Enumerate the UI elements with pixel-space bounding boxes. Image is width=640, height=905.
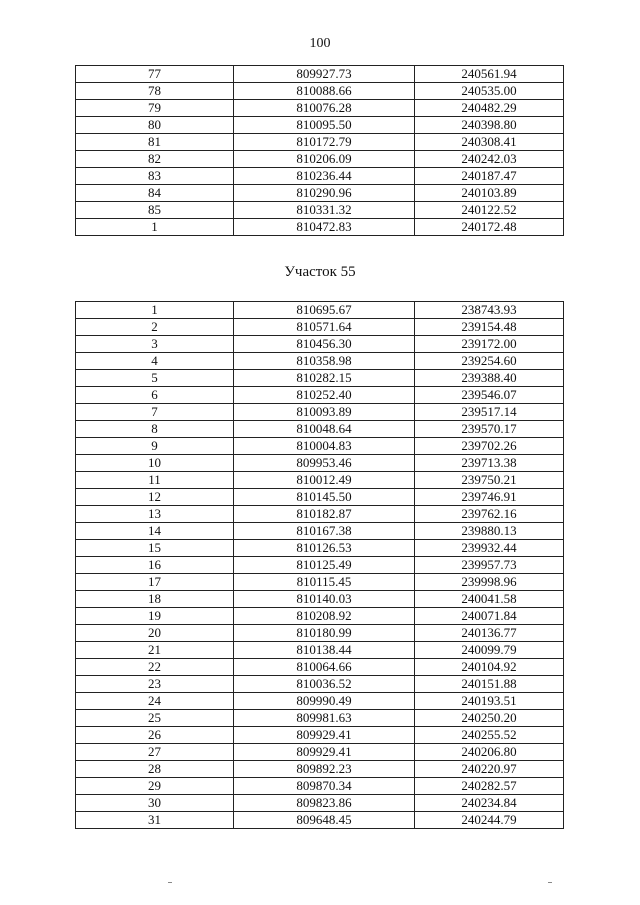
point-number-cell: 11 [76,472,234,489]
x-coordinate-cell: 810695.67 [234,302,415,319]
x-coordinate-cell: 810208.92 [234,608,415,625]
table-row [76,134,564,151]
table-row [76,591,564,608]
table-row [76,319,564,336]
x-coordinate-cell: 810182.87 [234,506,415,523]
y-coordinate-cell: 239880.13 [415,523,564,540]
x-coordinate-cell: 810004.83 [234,438,415,455]
point-number-cell: 28 [76,761,234,778]
point-number-cell: 8 [76,421,234,438]
x-coordinate-cell: 809823.86 [234,795,415,812]
x-coordinate-cell: 810064.66 [234,659,415,676]
point-number-cell: 4 [76,353,234,370]
point-number-cell: 21 [76,642,234,659]
point-number-cell: 83 [76,168,234,185]
x-coordinate-cell: 810236.44 [234,168,415,185]
y-coordinate-cell: 239750.21 [415,472,564,489]
point-number-cell: 78 [76,83,234,100]
x-coordinate-cell: 810571.64 [234,319,415,336]
table-row [76,710,564,727]
y-coordinate-cell: 240041.58 [415,591,564,608]
point-number-cell: 13 [76,506,234,523]
section-title: Участок 55 [284,264,356,280]
table-row [76,353,564,370]
y-coordinate-cell: 239254.60 [415,353,564,370]
y-coordinate-cell: 240250.20 [415,710,564,727]
y-coordinate-cell: 240255.52 [415,727,564,744]
x-coordinate-cell: 810088.66 [234,83,415,100]
table-row [76,506,564,523]
y-coordinate-cell: 240244.79 [415,812,564,829]
y-coordinate-cell: 240206.80 [415,744,564,761]
table-row [76,404,564,421]
x-coordinate-cell: 810331.32 [234,202,415,219]
point-number-cell: 80 [76,117,234,134]
point-number-cell: 5 [76,370,234,387]
y-coordinate-cell: 240535.00 [415,83,564,100]
point-number-cell: 79 [76,100,234,117]
x-coordinate-cell: 810093.89 [234,404,415,421]
x-coordinate-cell: 809892.23 [234,761,415,778]
table-row [76,540,564,557]
point-number-cell: 29 [76,778,234,795]
y-coordinate-cell: 240242.03 [415,151,564,168]
table-row [76,574,564,591]
y-coordinate-cell: 239172.00 [415,336,564,353]
y-coordinate-cell: 240282.57 [415,778,564,795]
x-coordinate-cell: 810252.40 [234,387,415,404]
y-coordinate-cell: 239713.38 [415,455,564,472]
table-row [76,676,564,693]
table-row [76,608,564,625]
point-number-cell: 10 [76,455,234,472]
coordinates-table-bottom [75,301,564,829]
y-coordinate-cell: 240220.97 [415,761,564,778]
point-number-cell: 84 [76,185,234,202]
x-coordinate-cell: 809927.73 [234,66,415,83]
x-coordinate-cell: 809648.45 [234,812,415,829]
x-coordinate-cell: 809929.41 [234,727,415,744]
point-number-cell: 15 [76,540,234,557]
y-coordinate-cell: 240308.41 [415,134,564,151]
point-number-cell: 82 [76,151,234,168]
y-coordinate-cell: 239388.40 [415,370,564,387]
y-coordinate-cell: 239570.17 [415,421,564,438]
table-row [76,185,564,202]
x-coordinate-cell: 810138.44 [234,642,415,659]
y-coordinate-cell: 240561.94 [415,66,564,83]
x-coordinate-cell: 810095.50 [234,117,415,134]
table-row [76,219,564,236]
point-number-cell: 12 [76,489,234,506]
point-number-cell: 7 [76,404,234,421]
x-coordinate-cell: 809953.46 [234,455,415,472]
y-coordinate-cell: 239746.91 [415,489,564,506]
y-coordinate-cell: 239154.48 [415,319,564,336]
y-coordinate-cell: 239998.96 [415,574,564,591]
point-number-cell: 30 [76,795,234,812]
table-row [76,812,564,829]
point-number-cell: 20 [76,625,234,642]
scan-marks [0,878,640,888]
table-row [76,455,564,472]
x-coordinate-cell: 810048.64 [234,421,415,438]
y-coordinate-cell: 240104.92 [415,659,564,676]
y-coordinate-cell: 240482.29 [415,100,564,117]
y-coordinate-cell: 240234.84 [415,795,564,812]
point-number-cell: 1 [76,302,234,319]
x-coordinate-cell: 810036.52 [234,676,415,693]
x-coordinate-cell: 809929.41 [234,744,415,761]
x-coordinate-cell: 810358.98 [234,353,415,370]
table-row [76,778,564,795]
table-row [76,795,564,812]
table-row [76,66,564,83]
point-number-cell: 24 [76,693,234,710]
x-coordinate-cell: 810206.09 [234,151,415,168]
x-coordinate-cell: 810115.45 [234,574,415,591]
table-row [76,659,564,676]
x-coordinate-cell: 810140.03 [234,591,415,608]
table-row [76,438,564,455]
table-row [76,151,564,168]
y-coordinate-cell: 240099.79 [415,642,564,659]
y-coordinate-cell: 240071.84 [415,608,564,625]
y-coordinate-cell: 240122.52 [415,202,564,219]
x-coordinate-cell: 810180.99 [234,625,415,642]
point-number-cell: 17 [76,574,234,591]
point-number-cell: 85 [76,202,234,219]
scan-mark [168,882,172,883]
y-coordinate-cell: 239762.16 [415,506,564,523]
y-coordinate-cell: 240136.77 [415,625,564,642]
y-coordinate-cell: 240103.89 [415,185,564,202]
point-number-cell: 6 [76,387,234,404]
x-coordinate-cell: 810456.30 [234,336,415,353]
table-row [76,744,564,761]
point-number-cell: 77 [76,66,234,83]
point-number-cell: 31 [76,812,234,829]
table-row [76,642,564,659]
x-coordinate-cell: 810290.96 [234,185,415,202]
coordinates-table-top [75,65,564,236]
table-row [76,421,564,438]
table-row [76,693,564,710]
y-coordinate-cell: 240187.47 [415,168,564,185]
table-row [76,168,564,185]
x-coordinate-cell: 810172.79 [234,134,415,151]
page-number: 100 [309,36,331,51]
y-coordinate-cell: 238743.93 [415,302,564,319]
point-number-cell: 27 [76,744,234,761]
point-number-cell: 19 [76,608,234,625]
table-row [76,557,564,574]
point-number-cell: 25 [76,710,234,727]
y-coordinate-cell: 240172.48 [415,219,564,236]
table-row [76,489,564,506]
table-row [76,761,564,778]
y-coordinate-cell: 239546.07 [415,387,564,404]
point-number-cell: 16 [76,557,234,574]
table-row [76,83,564,100]
table-row [76,523,564,540]
table-row [76,117,564,134]
y-coordinate-cell: 240398.80 [415,117,564,134]
table-row [76,625,564,642]
x-coordinate-cell: 809981.63 [234,710,415,727]
x-coordinate-cell: 810167.38 [234,523,415,540]
point-number-cell: 3 [76,336,234,353]
point-number-cell: 23 [76,676,234,693]
table-row [76,370,564,387]
x-coordinate-cell: 810012.49 [234,472,415,489]
table-row [76,727,564,744]
point-number-cell: 1 [76,219,234,236]
point-number-cell: 2 [76,319,234,336]
x-coordinate-cell: 810282.15 [234,370,415,387]
point-number-cell: 18 [76,591,234,608]
table-row [76,100,564,117]
y-coordinate-cell: 239932.44 [415,540,564,557]
y-coordinate-cell: 239702.26 [415,438,564,455]
x-coordinate-cell: 810126.53 [234,540,415,557]
point-number-cell: 22 [76,659,234,676]
table-row [76,387,564,404]
table-row [76,302,564,319]
x-coordinate-cell: 810125.49 [234,557,415,574]
y-coordinate-cell: 239957.73 [415,557,564,574]
y-coordinate-cell: 240151.88 [415,676,564,693]
scan-mark [548,882,552,883]
table-row [76,336,564,353]
y-coordinate-cell: 240193.51 [415,693,564,710]
point-number-cell: 26 [76,727,234,744]
x-coordinate-cell: 809990.49 [234,693,415,710]
x-coordinate-cell: 810472.83 [234,219,415,236]
x-coordinate-cell: 810076.28 [234,100,415,117]
table-row [76,472,564,489]
x-coordinate-cell: 810145.50 [234,489,415,506]
table-row [76,202,564,219]
point-number-cell: 81 [76,134,234,151]
point-number-cell: 9 [76,438,234,455]
point-number-cell: 14 [76,523,234,540]
x-coordinate-cell: 809870.34 [234,778,415,795]
y-coordinate-cell: 239517.14 [415,404,564,421]
